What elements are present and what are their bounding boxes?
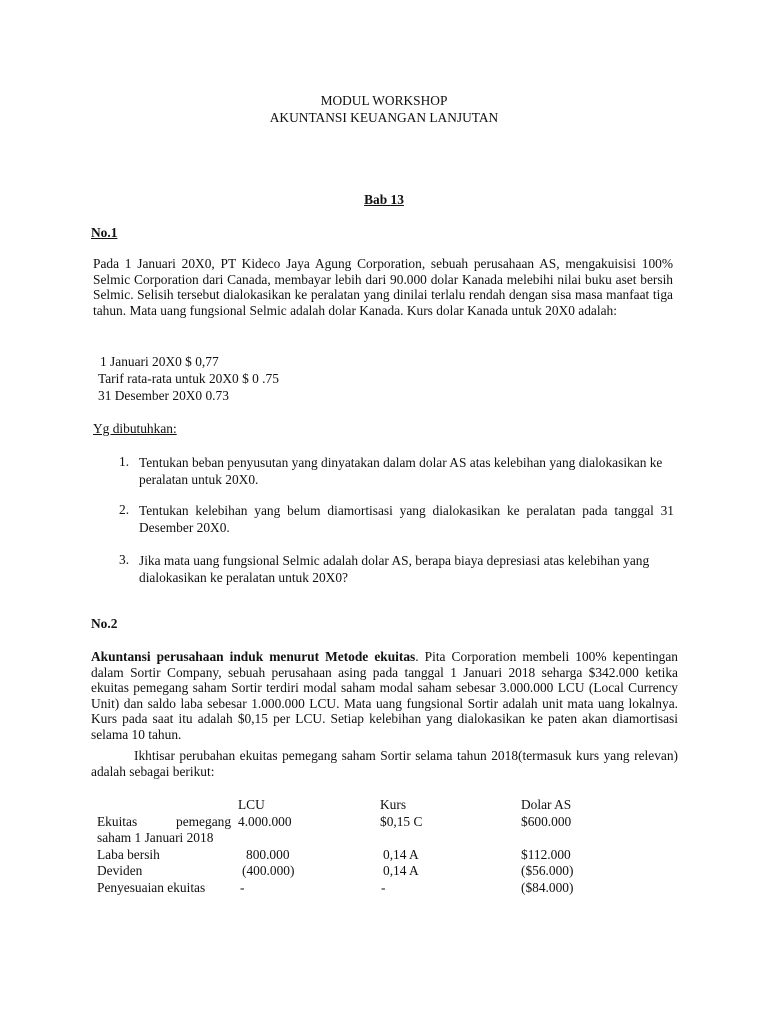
q2-heading: No.2 [91, 616, 118, 631]
q1-paragraph: Pada 1 Januari 20X0, PT Kideco Jaya Agung Corporation, sebuah perusahaan AS, mengakuisisi 100% Selmic Corporation dari Canada, membayar lebih dari 90.000 dolar Kanada melebihi nilai buku aset bersih Selmic. Selisih tersebut dialokasikan ke peralatan yang dinilai terlalu rendah dengan sisa masa manfaat tiga tahun. Mata uang fungsional Selmic adalah dolar Kanada. Kurs dolar Kanada untuk 20X0 adalah: [93, 256, 673, 318]
row-kurs: - [381, 880, 386, 895]
doc-title-line2: AKUNTANSI KEUANGAN LANJUTAN [269, 110, 499, 125]
row-label-continued: saham 1 Januari 2018 [97, 830, 214, 845]
rate-average: Tarif rata-rata untuk 20X0 $ 0 .75 [98, 371, 279, 386]
row-lcu: 4.000.000 [238, 814, 292, 829]
required-label: Yg dibutuhkan: [93, 421, 177, 436]
row-kurs: 0,14 A [383, 863, 419, 878]
row-usd: ($84.000) [521, 880, 574, 895]
row-lcu: 800.000 [246, 847, 290, 862]
col-header-usd: Dolar AS [521, 797, 572, 812]
row-lcu: - [240, 880, 245, 895]
item-number: 1. [119, 454, 130, 469]
row-label: Penyesuaian ekuitas [97, 880, 206, 895]
rate-dec: 31 Desember 20X0 0.73 [98, 388, 229, 403]
q2-paragraph [91, 649, 678, 743]
chapter-heading: Bab 13 [364, 192, 404, 207]
row-usd: ($56.000) [521, 863, 574, 878]
row-label: Deviden [97, 863, 143, 878]
item-number: 2. [119, 502, 130, 517]
row-label-part: pemegang [176, 814, 232, 829]
col-header-kurs: Kurs [380, 797, 407, 812]
row-usd: $112.000 [521, 847, 571, 862]
row-kurs: 0,14 A [383, 847, 419, 862]
col-header-lcu: LCU [238, 797, 265, 812]
row-usd: $600.000 [521, 814, 572, 829]
item-text: Jika mata uang fungsional Selmic adalah dolar AS, berapa biaya depresiasi atas kelebihan yang dialokasikan ke peralatan untuk 20X0? [139, 553, 650, 585]
row-lcu: (400.000) [242, 863, 295, 878]
row-label: Ekuitas [97, 814, 138, 829]
item-text: Tentukan kelebihan yang belum diamortisasi yang dialokasikan ke peralatan pada tanggal 31 Desember 20X0. [139, 503, 674, 535]
row-kurs: $0,15 C [380, 814, 423, 829]
q2-paragraph-text: . Pita Corporation membeli 100% kepentingan dalam Sortir Company, sebuah perusahaan asing pada tanggal 1 Januari 2018 seharga $342.000 ketika ekuitas pemegang saham Sortir terdiri modal saham modal saham sebesar 3.000.000 LCU (Local Currency Unit) dan saldo laba sebesar 1.000.000 LCU. Mata uang fungsional Sortir adalah unit mata uang lokalnya. Kurs pada saat itu adalah $0,15 per LCU. Setiap kelebihan yang dialokasikan ke paten akan diamortisasi selama 10 tahun. [91, 649, 678, 742]
row-label: Laba bersih [97, 847, 160, 862]
q2-paragraph2: Ikhtisar perubahan ekuitas pemegang saham Sortir selama tahun 2018(termasuk kurs yang relevan) adalah sebagai berikut: [91, 748, 678, 779]
q2-bold-lead: Akuntansi perusahaan induk menurut Metode ekuitas [91, 649, 416, 664]
rate-jan: 1 Januari 20X0 $ 0,77 [100, 354, 219, 369]
item-number: 3. [119, 552, 130, 567]
doc-title-line1: MODUL WORKSHOP [320, 93, 448, 108]
q1-heading: No.1 [91, 225, 118, 240]
item-text: Tentukan beban penyusutan yang dinyatakan dalam dolar AS atas kelebihan yang dialokasikan ke peralatan untuk 20X0. [139, 455, 663, 487]
